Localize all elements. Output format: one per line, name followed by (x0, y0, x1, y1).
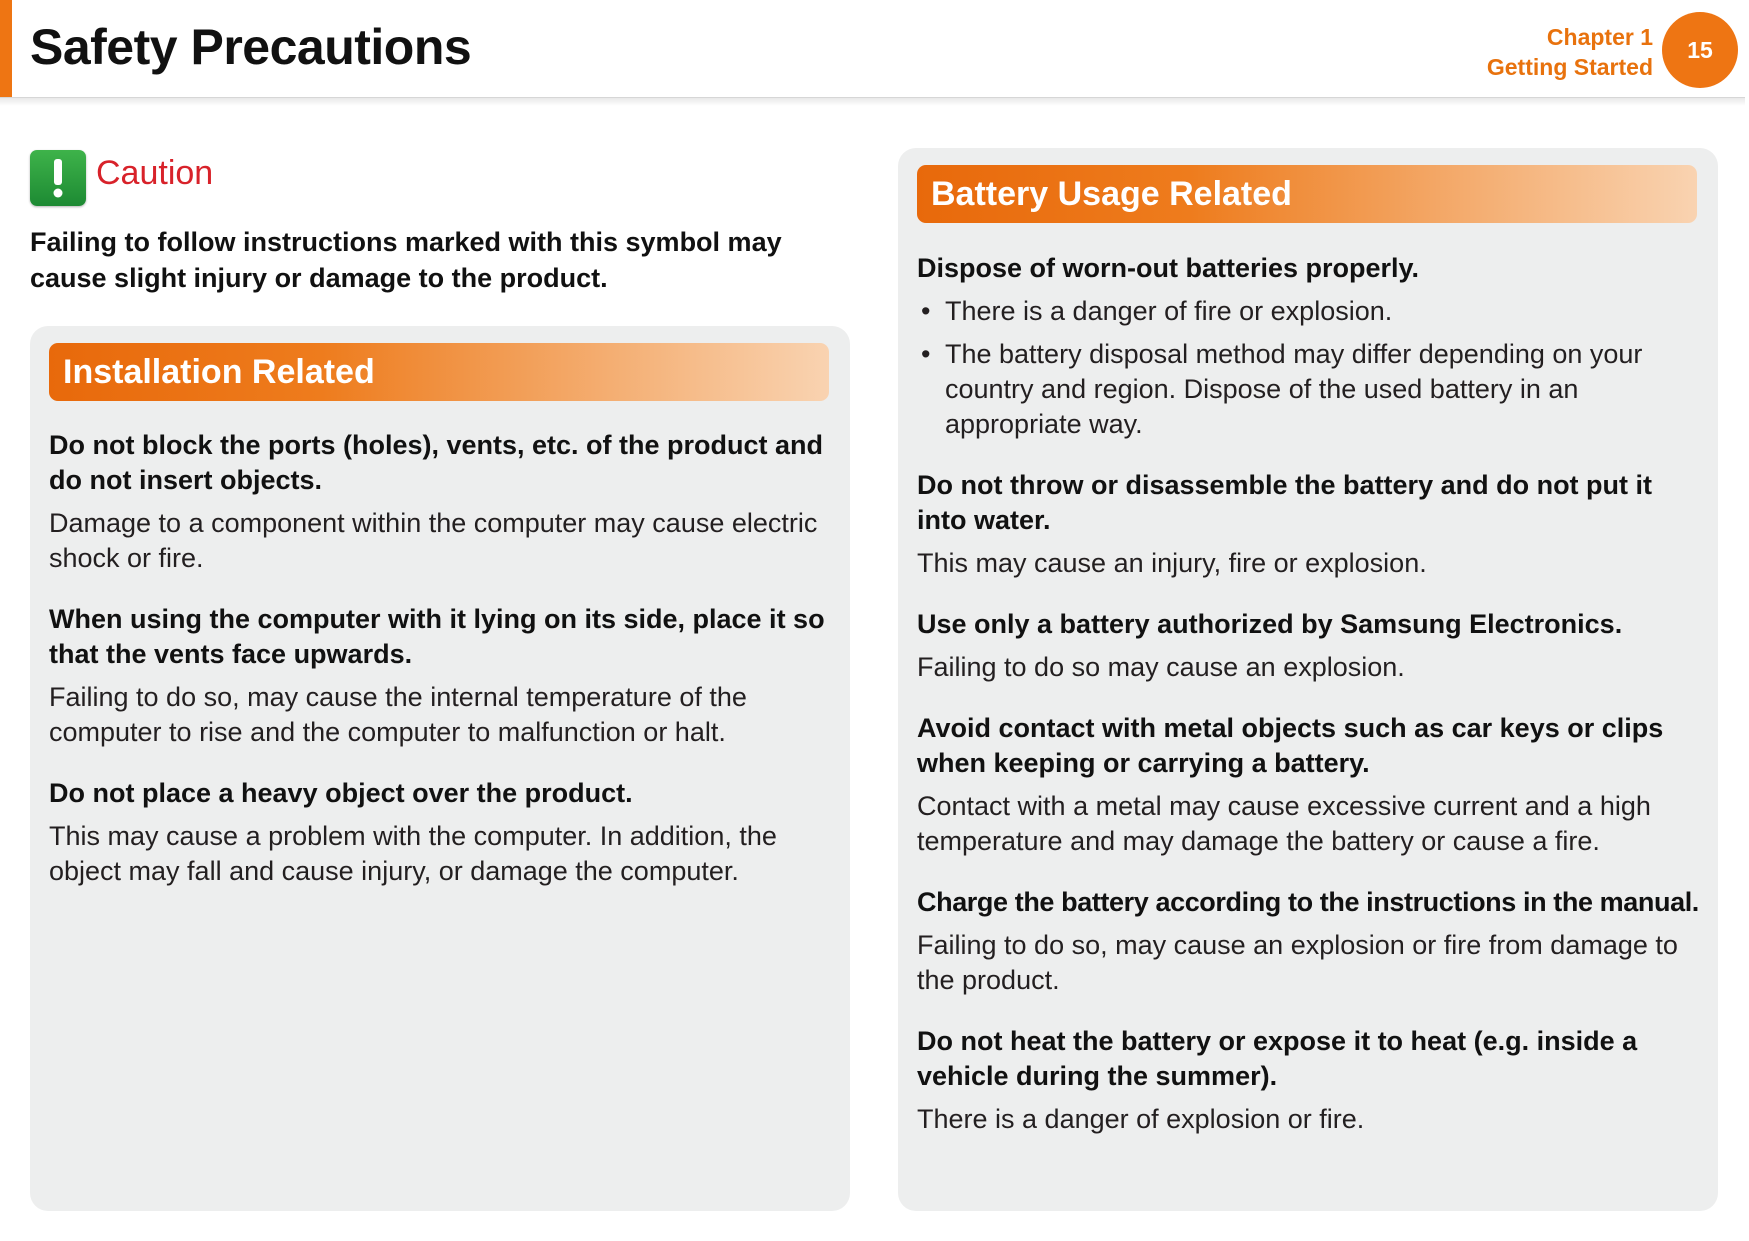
battery-heading: Do not throw or disassemble the battery and do not put it into water. (917, 470, 1653, 535)
page-number-badge: 15 (1662, 12, 1738, 88)
battery-section-title: Battery Usage Related (917, 165, 1697, 223)
battery-body: Failing to do so may cause an explosion. (917, 652, 1405, 682)
installation-section-title: Installation Related (49, 343, 829, 401)
battery-heading: Avoid contact with metal objects such as car keys or clips when keeping or carrying a battery. (917, 713, 1664, 778)
installation-body: Failing to do so, may cause the internal temperature of the computer to rise and the computer to malfunction or halt. (49, 682, 747, 747)
installation-body: Damage to a component within the computer may cause electric shock or fire. (49, 508, 818, 573)
battery-heading: Charge the battery according to the instructions in the manual. (917, 887, 1699, 917)
caution-label: Caution (96, 154, 214, 192)
chapter-title: Getting Started (1486, 54, 1653, 80)
caution-exclamation-icon (30, 150, 86, 206)
installation-body: This may cause a problem with the computer. In addition, the object may fall and cause injury, or damage the computer. (49, 821, 777, 886)
battery-body: This may cause an injury, fire or explosion. (917, 548, 1427, 578)
battery-bullet-list (917, 294, 1702, 442)
installation-heading: Do not block the ports (holes), vents, etc. of the product and do not insert objects. (49, 430, 824, 495)
battery-body: There is a danger of explosion or fire. (917, 1104, 1365, 1134)
page-title: Safety Precautions (30, 19, 472, 75)
battery-body: Failing to do so, may cause an explosion or fire from damage to the product. (917, 930, 1678, 995)
battery-heading: Use only a battery authorized by Samsung Electronics. (917, 609, 1623, 639)
caution-description: Failing to follow instructions marked with this symbol may cause slight injury or damage to the product. (30, 227, 782, 293)
battery-heading: Do not heat the battery or expose it to heat (e.g. inside a vehicle during the summer). (917, 1026, 1638, 1091)
installation-heading: When using the computer with it lying on its side, place it so that the vents face upwards. (49, 604, 825, 669)
header-accent-bar (0, 0, 12, 97)
battery-content (917, 251, 1702, 1163)
bullet-item: • There is a danger of fire or explosion. (917, 294, 1702, 329)
installation-content (49, 428, 834, 915)
chapter-label (1487, 22, 1653, 82)
battery-heading: Dispose of worn-out batteries properly. (917, 253, 1420, 283)
bullet-item: • The battery disposal method may differ depending on your country and region. Dispose of the used battery in an appropriate way. (917, 337, 1702, 442)
header-divider (0, 97, 1745, 106)
battery-body: Contact with a metal may cause excessive current and a high temperature and may damage the battery or cause a fire. (917, 791, 1651, 856)
installation-heading: Do not place a heavy object over the product. (49, 778, 633, 808)
chapter-number: Chapter 1 (1546, 24, 1653, 50)
